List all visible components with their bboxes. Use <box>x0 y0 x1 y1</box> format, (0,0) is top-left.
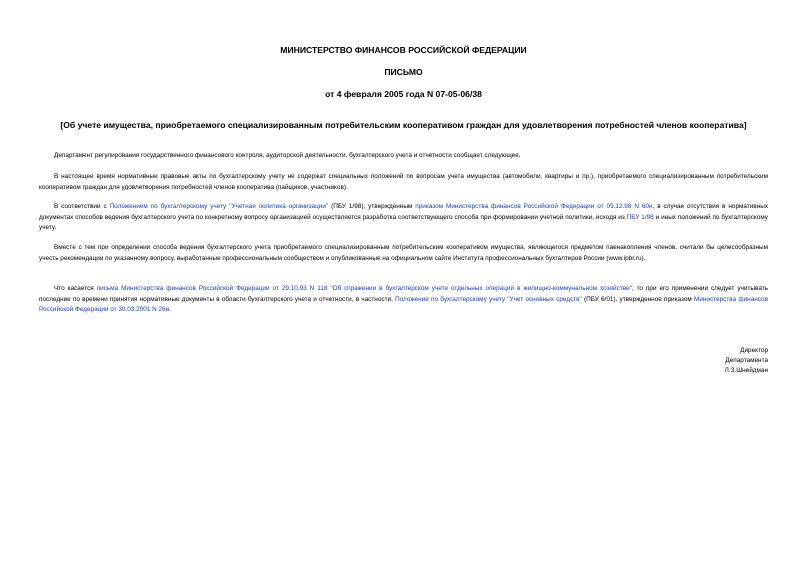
paragraph-no-special-rules-text: В настоящее время нормативные правовые акты по бухгалтерскому учету не содержат специальных положений по вопросам учета имущества (автомобили, квартиры и пр.), приобретаемого специализированным потребительским кооперативом граждан для удовлетворения потребностей членов кооператива (пайщиков, участников). <box>39 173 768 191</box>
link-letter-118[interactable]: письма Министерства финансов Российской Федерации от 29.10.93 N 118 "Об отражении в бухгалтерском учете отдельных операций в жилищно-коммунальном хозяйстве" <box>96 285 632 292</box>
text-segment: (ПБУ 6/01), утвержденное приказом <box>581 295 694 303</box>
ministry-heading: МИНИСТЕРСТВО ФИНАНСОВ РОССИЙСКОЙ ФЕДЕРАЦИИ <box>280 45 527 55</box>
paragraph-recommendations-text: Вместе с тем при определении способа ведения бухгалтерского учета приобретаемого специализированным потребительским кооперативом имущества, являющегося предметом паенакопления членов, считали бы целесообразным учесть рекомендации по указанному вопросу, выработанные профессиональным сообществом и опубликованные на официальном сайте Института профессиональных бухгалтеров России (www.ipbr.ru). <box>39 244 768 262</box>
paragraph-letter-118-text <box>39 284 768 316</box>
link-pbu-1-98[interactable]: ПБУ 1/98 <box>626 213 654 221</box>
signature-name: Л.З.Шнейдман <box>724 367 768 374</box>
text-segment: и иных положений по бухгалтерскому учету. <box>39 213 768 231</box>
document-subject-heading: [Об учете имущества, приобретаемого специализированным потребительским кооперативом граждан для удовлетворения потребностей членов кооператива] <box>60 120 747 130</box>
paragraph-accounting-policy <box>39 202 768 234</box>
paragraph-recommendations <box>39 243 768 264</box>
paragraph-accounting-policy-text <box>39 202 768 234</box>
paragraph-intro <box>39 151 768 162</box>
text-segment: , в случае отсутствия в нормативных документах способов ведения бухгалтерского учета по конкретному вопросу организацией осуществляется разработка соответствующего способа при формировании учетной политики, исходя из <box>39 203 769 221</box>
text-segment: , то при его применении следует учитывать последние по времени принятия нормативные документы в области бухгалтерского учета и отчетности, в частности, <box>39 285 769 303</box>
text-segment: В соответствии с <box>54 203 110 210</box>
link-order-26n[interactable]: Министерства финансов Российской Федерации от 30.03.2001 N 26н <box>39 295 768 313</box>
link-pbu-6-01[interactable]: Положение по бухгалтерскому учету "Учет основных средств" <box>395 295 582 303</box>
signature-title: Директор <box>740 347 768 354</box>
link-pbu-1-98-accounting-policy[interactable]: Положением по бухгалтерскому учету "Учетная политика организации" <box>109 203 329 210</box>
paragraph-intro-text: Департамент регулирования государственного финансового контроля, аудиторской деятельности, бухгалтерского учета и отчетности сообщает следующее. <box>54 152 521 159</box>
text-segment: (ПБУ 1/98), утвержденным <box>328 203 416 210</box>
link-order-60n[interactable]: приказом Министерства финансов Российской Федерации от 09.12.98 N 60н <box>415 203 653 210</box>
paragraph-letter-118 <box>39 284 768 316</box>
text-segment: Что касается <box>54 285 97 292</box>
paragraph-no-special-rules <box>39 172 768 193</box>
document-date-number: от 4 февраля 2005 года N 07-05-06/38 <box>325 89 482 99</box>
document-type-heading: ПИСЬМО <box>384 67 423 77</box>
signature-department: Департамента <box>725 357 768 364</box>
text-segment: . <box>169 306 171 313</box>
